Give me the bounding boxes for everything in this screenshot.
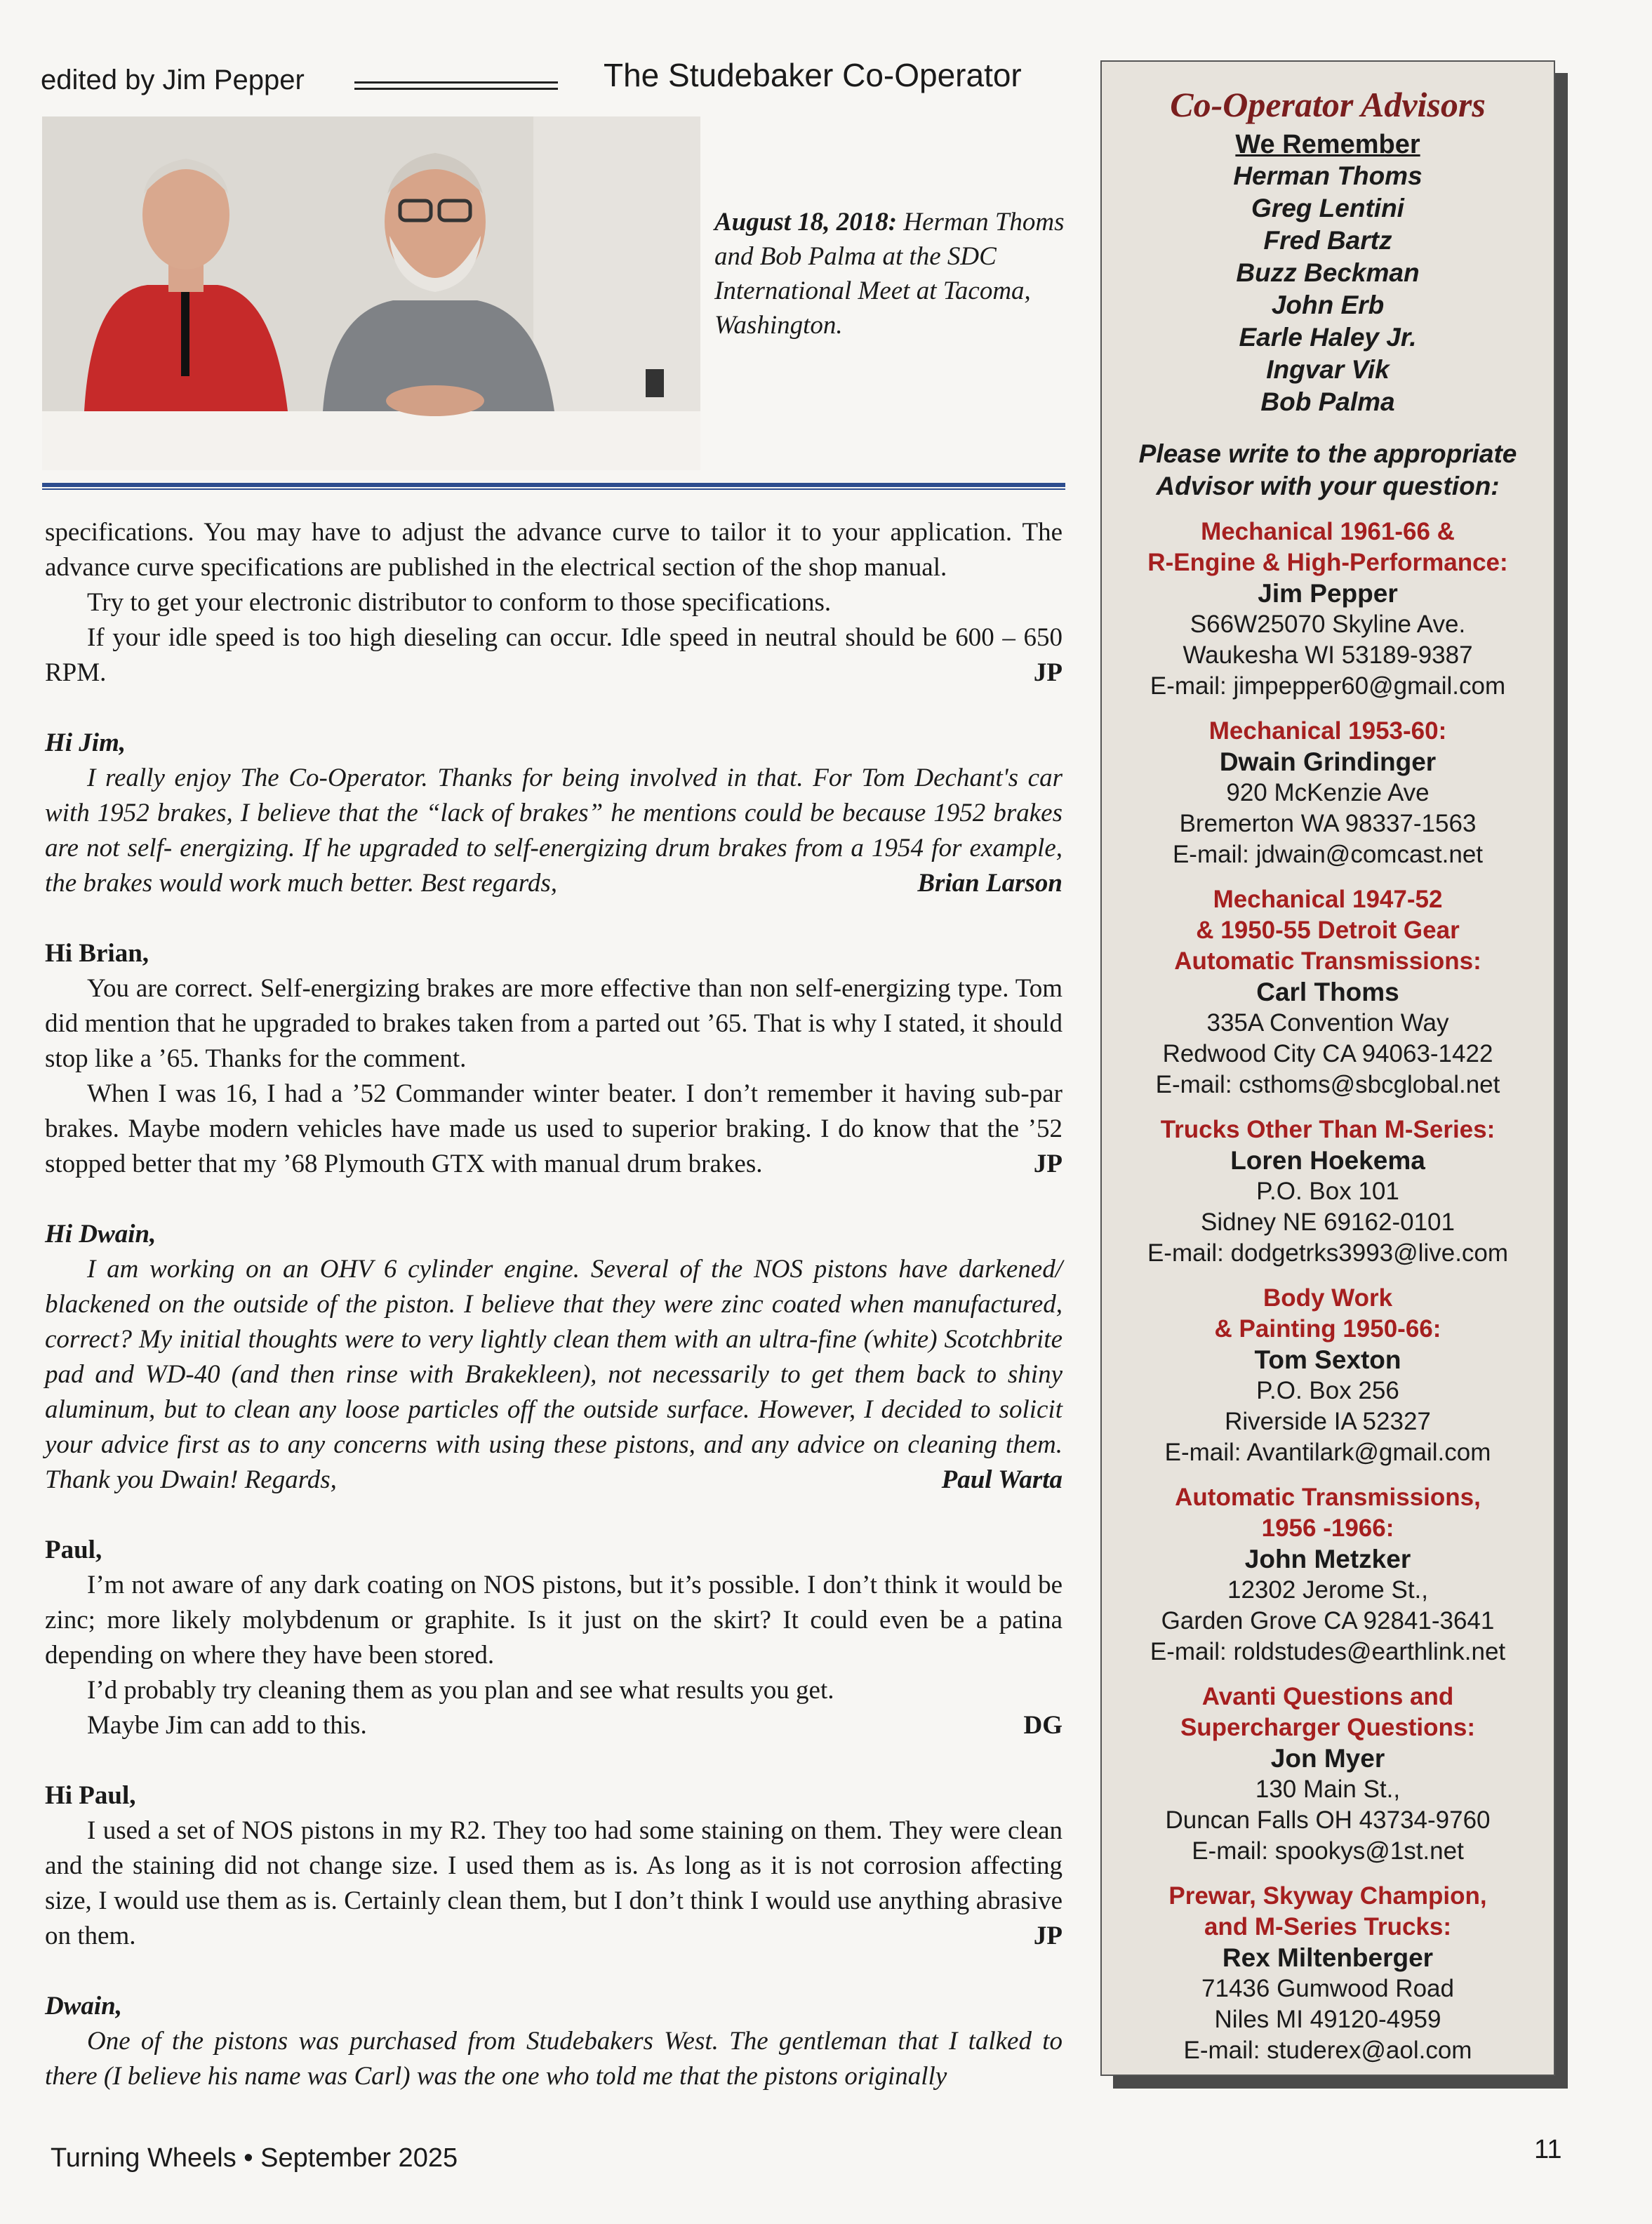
article-paragraph: Try to get your electronic distributor to conform to those specifications. xyxy=(87,588,832,617)
remembered-name: Ingvar Vik xyxy=(1266,355,1390,384)
column-title: The Studebaker Co-Operator xyxy=(604,57,1022,93)
section-heading: Body Work xyxy=(1263,1284,1393,1312)
advisor-section xyxy=(1102,1881,1554,2066)
advisor-name: Dwain Grindinger xyxy=(1219,747,1437,776)
salutation: Paul, xyxy=(45,1536,102,1564)
advisor-address: 130 Main St., xyxy=(1255,1776,1401,1803)
advisor-section xyxy=(1102,1283,1554,1468)
remembered-name: John Erb xyxy=(1271,291,1385,319)
advisor-city-state: Garden Grove CA 92841-3641 xyxy=(1161,1607,1495,1634)
section-heading: Automatic Transmissions, xyxy=(1175,1484,1481,1511)
advisor-name: Carl Thoms xyxy=(1256,978,1399,1006)
remembered-name: Fred Bartz xyxy=(1263,226,1392,255)
photo-caption xyxy=(714,205,1065,342)
advisor-city-state: Duncan Falls OH 43734-9760 xyxy=(1165,1806,1491,1834)
letters-article xyxy=(45,515,1063,2094)
advisor-email[interactable]: E-mail: dodgetrks3993@live.com xyxy=(1147,1239,1509,1267)
section-heading: & 1950-55 Detroit Gear xyxy=(1196,917,1460,944)
signature: DG xyxy=(1023,1711,1063,1740)
advisor-email[interactable]: E-mail: csthoms@sbcglobal.net xyxy=(1155,1071,1500,1098)
section-heading: Automatic Transmissions: xyxy=(1174,947,1481,975)
advisor-email[interactable]: E-mail: Avantilark@gmail.com xyxy=(1164,1439,1491,1466)
section-heading: Mechanical 1947-52 xyxy=(1213,886,1443,913)
section-heading: Mechanical 1953-60: xyxy=(1208,717,1447,745)
reply-paragraph: Maybe Jim can add to this. DG xyxy=(45,1708,1063,1743)
advisor-email[interactable]: E-mail: jdwain@comcast.net xyxy=(1172,841,1484,868)
advisor-address: 920 McKenzie Ave xyxy=(1226,779,1430,806)
advisors-sidebar xyxy=(1100,60,1555,2076)
article-paragraph: If your idle speed is too high dieseling can occur. Idle speed in neutral should be 600 – 650 RPM. JP xyxy=(45,620,1063,691)
advisor-address: 71436 Gumwood Road xyxy=(1201,1975,1454,2002)
advisor-name: Jim Pepper xyxy=(1258,579,1398,608)
advisors-photo xyxy=(42,116,700,470)
advisor-name: Rex Miltenberger xyxy=(1222,1943,1434,1972)
advisor-city-state: Redwood City CA 94063-1422 xyxy=(1162,1040,1493,1067)
reply-paragraph: I’m not aware of any dark coating on NOS pistons, but it’s possible. I don’t think it would be zinc; more likely molybdenum or graphite. Is it just on the skirt? It could even be a patina depending on where they have been stored. xyxy=(45,1571,1063,1670)
advisor-email[interactable]: E-mail: roldstudes@earthlink.net xyxy=(1150,1638,1506,1665)
section-heading: Trucks Other Than M-Series: xyxy=(1160,1116,1496,1143)
salutation: Dwain, xyxy=(45,1992,123,2020)
remembered-name: Buzz Beckman xyxy=(1236,258,1420,287)
section-heading: & Painting 1950-66: xyxy=(1214,1315,1441,1343)
remembered-name: Herman Thoms xyxy=(1233,161,1423,190)
reply-paragraph: I’d probably try cleaning them as you plan and see what results you get. xyxy=(87,1676,834,1705)
section-heading: and M-Series Trucks: xyxy=(1204,1913,1452,1940)
advisor-city-state: Bremerton WA 98337-1563 xyxy=(1179,810,1477,837)
salutation: Hi Dwain, xyxy=(45,1220,156,1248)
caption-text: Herman Thoms and Bob Palma at the SDC International Meet at Tacoma, Washington. xyxy=(714,208,1065,340)
signature: Brian Larson xyxy=(917,869,1063,898)
section-heading: Supercharger Questions: xyxy=(1180,1714,1476,1741)
advisor-city-state: Sidney NE 69162-0101 xyxy=(1201,1208,1455,1236)
write-prompt-line: Advisor with your question: xyxy=(1156,472,1500,500)
advisor-address: P.O. Box 101 xyxy=(1256,1178,1399,1205)
salutation: Hi Paul, xyxy=(45,1781,136,1810)
page-number: 11 xyxy=(1534,2135,1562,2164)
advisor-section xyxy=(1102,1114,1554,1269)
article-paragraph: specifications. You may have to adjust the advance curve to tailor it to your application. The advance curve specifications are published in the electrical section of the shop manual. xyxy=(45,518,1063,582)
write-prompt-line: Please write to the appropriate xyxy=(1138,439,1517,468)
remembered-name: Earle Haley Jr. xyxy=(1239,323,1417,352)
signature: JP xyxy=(1033,658,1063,687)
advisor-city-state: Niles MI 49120-4959 xyxy=(1214,2006,1441,2033)
footer-publication: Turning Wheels • September 2025 xyxy=(51,2143,458,2173)
advisor-email[interactable]: E-mail: studerex@aol.com xyxy=(1183,2037,1472,2064)
section-heading: R-Engine & High-Performance: xyxy=(1147,549,1508,576)
article-divider xyxy=(42,483,1065,490)
advisor-name: John Metzker xyxy=(1244,1545,1411,1573)
advisor-sections xyxy=(1102,517,1554,2066)
signature: Paul Warta xyxy=(941,1465,1063,1494)
advisor-section xyxy=(1102,517,1554,702)
section-heading: 1956 -1966: xyxy=(1261,1514,1394,1542)
advisor-section xyxy=(1102,884,1554,1100)
salutation: Hi Brian, xyxy=(45,939,149,968)
letter-body: I really enjoy The Co-Operator. Thanks for being involved in that. For Tom Dechant's car with 1952 brakes, I believe that the “lack of brakes” he mentions could be because 1952 brakes are not self- energizing. If he upgraded to self-energizing drum brakes from a 1954 for example, the brakes would work much better. Best regards, Brian Larson xyxy=(45,761,1063,901)
edited-by-credit: edited by Jim Pepper xyxy=(41,65,305,95)
reply-paragraph: When I was 16, I had a ’52 Commander winter beater. I don’t remember it having sub-par brakes. Maybe modern vehicles have made us used to superior braking. I do know that the ’52 stopped better that my ’68 Plymouth GTX with manual drum brakes. JP xyxy=(45,1077,1063,1182)
advisor-section xyxy=(1102,1682,1554,1867)
letter-body: One of the pistons was purchased from Studebakers West. The gentleman that I talked to there (I believe his name was Carl) was the one who told me that the pistons originally xyxy=(45,2027,1063,2091)
remembered-name: Greg Lentini xyxy=(1251,194,1404,222)
advisor-section xyxy=(1102,716,1554,870)
advisor-email[interactable]: E-mail: spookys@1st.net xyxy=(1192,1837,1464,1865)
caption-date: August 18, 2018: xyxy=(714,208,898,237)
advisor-address: 335A Convention Way xyxy=(1206,1009,1449,1037)
reply-paragraph: I used a set of NOS pistons in my R2. They too had some staining on them. They were clean and the staining did not change size. I used them as is. As long as it is not corrosion affecting size, I would use them as is. Certainly clean them, but I don’t think I would use anything abrasive on them. JP xyxy=(45,1813,1063,1954)
header-double-rule xyxy=(354,81,558,90)
reply-paragraph: You are correct. Self-energizing brakes are more effective than non self-energizing type. Tom did mention that he upgraded to brakes taken from a parted out ’65. That is why I stated, it should stop like a ’65. Thanks for the comment. xyxy=(45,974,1063,1073)
advisor-city-state: Waukesha WI 53189-9387 xyxy=(1183,641,1473,669)
advisor-address: S66W25070 Skyline Ave. xyxy=(1190,611,1466,638)
letter-body: I am working on an OHV 6 cylinder engine. Several of the NOS pistons have darkened/ blackened on the outside of the piston. I believe that they were zinc coated when manufactured, correct? My initial thoughts were to very lightly clean them with an ultra-fine (white) Scotchbrite pad and WD-40 (and then rinse with Brakekleen), not necessarily to get them back to shiny aluminum, but to clean any loose particles off the outside surface. However, I decided to solicit your advice first as to any concerns with using these pistons, and any advice on cleaning them. Thank you Dwain! Regards, Paul Warta xyxy=(45,1252,1063,1498)
we-remember-heading: We Remember xyxy=(1235,130,1420,159)
advisor-section xyxy=(1102,1482,1554,1667)
advisor-address: 12302 Jerome St., xyxy=(1227,1576,1428,1604)
advisor-name: Loren Hoekema xyxy=(1230,1146,1425,1175)
section-heading: Mechanical 1961-66 & xyxy=(1201,518,1455,545)
remembered-name: Bob Palma xyxy=(1260,387,1395,416)
write-prompt xyxy=(1102,438,1554,502)
salutation: Hi Jim, xyxy=(45,728,126,757)
section-heading: Prewar, Skyway Champion, xyxy=(1168,1882,1487,1910)
advisor-address: P.O. Box 256 xyxy=(1256,1377,1399,1404)
advisor-city-state: Riverside IA 52327 xyxy=(1225,1408,1431,1435)
section-heading: Avanti Questions and xyxy=(1201,1683,1454,1710)
sidebar-title: Co-Operator Advisors xyxy=(1170,85,1486,124)
we-remember-list xyxy=(1102,160,1554,418)
signature: JP xyxy=(1033,1922,1063,1950)
advisor-email[interactable]: E-mail: jimpepper60@gmail.com xyxy=(1150,672,1506,700)
signature: JP xyxy=(1033,1150,1063,1178)
advisor-name: Jon Myer xyxy=(1270,1744,1385,1773)
advisor-name: Tom Sexton xyxy=(1254,1345,1401,1374)
